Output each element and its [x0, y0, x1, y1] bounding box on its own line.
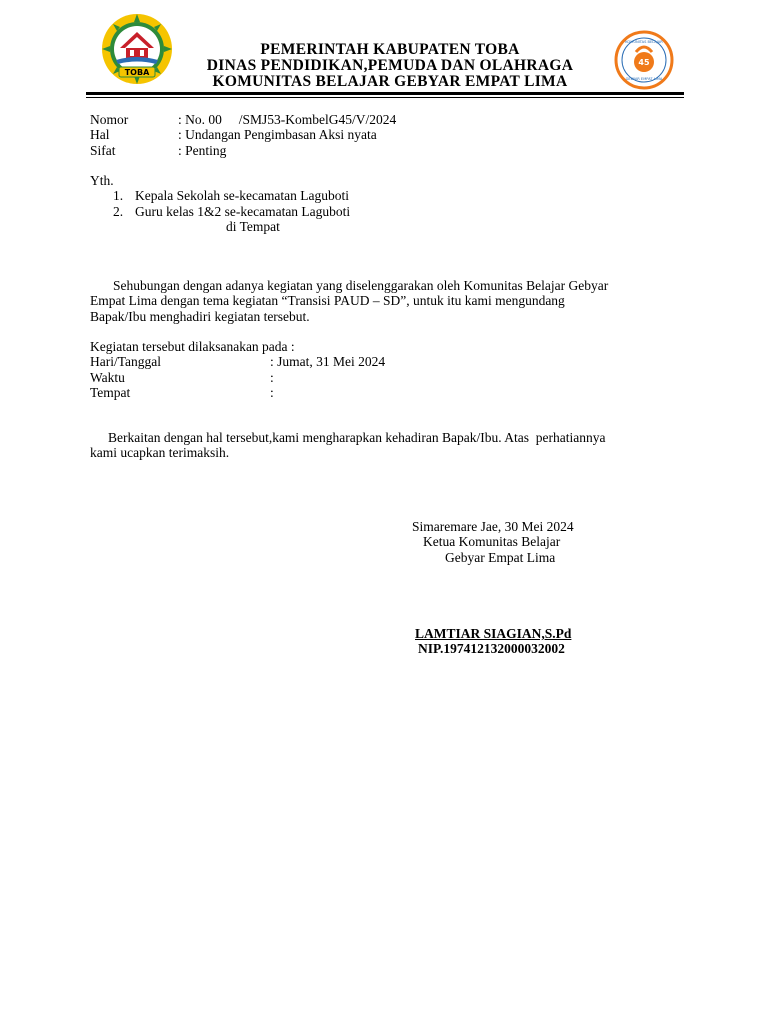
recipient-place: di Tempat: [226, 219, 280, 234]
toba-regency-logo: [100, 12, 174, 86]
meta-label-sifat: Sifat: [90, 143, 116, 158]
recipient-greeting: Yth.: [90, 173, 114, 188]
recipient-2-text: Guru kelas 1&2 se-kecamatan Laguboti: [135, 204, 351, 219]
meta-value-sifat: : Penting: [178, 143, 227, 158]
schedule-label-date: Hari/Tanggal: [90, 354, 162, 369]
letterhead-line-1: PEMERINTAH KABUPATEN TOBA: [260, 41, 520, 58]
signature-nip: NIP.197412132000032002: [418, 641, 565, 656]
body-paragraph-2-line-2: kami ucapkan terimaksih.: [90, 445, 230, 460]
schedule-value-place: :: [270, 385, 274, 400]
recipient-1-number: 1.: [113, 188, 124, 203]
meta-label-nomor: Nomor: [90, 112, 129, 127]
meta-value-hal: : Undangan Pengimbasan Aksi nyata: [178, 127, 377, 142]
letterhead-line-2: DINAS PENDIDIKAN,PEMUDA DAN OLAHRAGA: [206, 57, 574, 74]
signature-name: LAMTIAR SIAGIAN,S.Pd: [415, 626, 572, 641]
kombel-logo-bottom-text: GEBYAR EMPAT LIMA: [625, 77, 663, 81]
toba-logo-label: TOBA: [124, 68, 150, 77]
body-paragraph-1-line-1: Sehubungan dengan adanya kegiatan yang diselenggarakan oleh Komunitas Belajar Gebyar: [113, 278, 609, 293]
body-paragraph-2-line-1: Berkaitan dengan hal tersebut,kami mengharapkan kehadiran Bapak/Ibu. Atas perhatiannya: [108, 430, 606, 445]
body-paragraph-1-line-3: Bapak/Ibu menghadiri kegiatan tersebut.: [90, 309, 310, 324]
meta-label-hal: Hal: [90, 127, 110, 142]
kombel-logo-top-text: KOMUNITAS BELAJAR: [625, 40, 663, 44]
recipient-2-number: 2.: [113, 204, 124, 219]
schedule-value-time: :: [270, 370, 274, 385]
schedule-label-place: Tempat: [90, 385, 131, 400]
kombel-logo: [608, 30, 680, 90]
letterhead-line-3: KOMUNITAS BELAJAR GEBYAR EMPAT LIMA: [212, 73, 568, 90]
letterhead-rule-thick: [86, 92, 684, 95]
schedule-intro: Kegiatan tersebut dilaksanakan pada :: [90, 339, 295, 354]
meta-value-nomor: : No. 00 /SMJ53-KombelG45/V/2024: [178, 112, 397, 127]
kombel-logo-number: 45: [638, 58, 650, 67]
signature-place-date: Simaremare Jae, 30 Mei 2024: [412, 519, 574, 534]
schedule-label-time: Waktu: [90, 370, 125, 385]
recipient-1-text: Kepala Sekolah se-kecamatan Laguboti: [135, 188, 350, 203]
schedule-value-date: : Jumat, 31 Mei 2024: [270, 354, 386, 369]
signature-title-2: Gebyar Empat Lima: [445, 550, 556, 565]
signature-title-1: Ketua Komunitas Belajar: [423, 534, 561, 549]
letterhead-rule-thin: [86, 97, 684, 98]
body-paragraph-1-line-2: Empat Lima dengan tema kegiatan “Transisi PAUD – SD”, untuk itu kami mengundang: [90, 293, 565, 308]
